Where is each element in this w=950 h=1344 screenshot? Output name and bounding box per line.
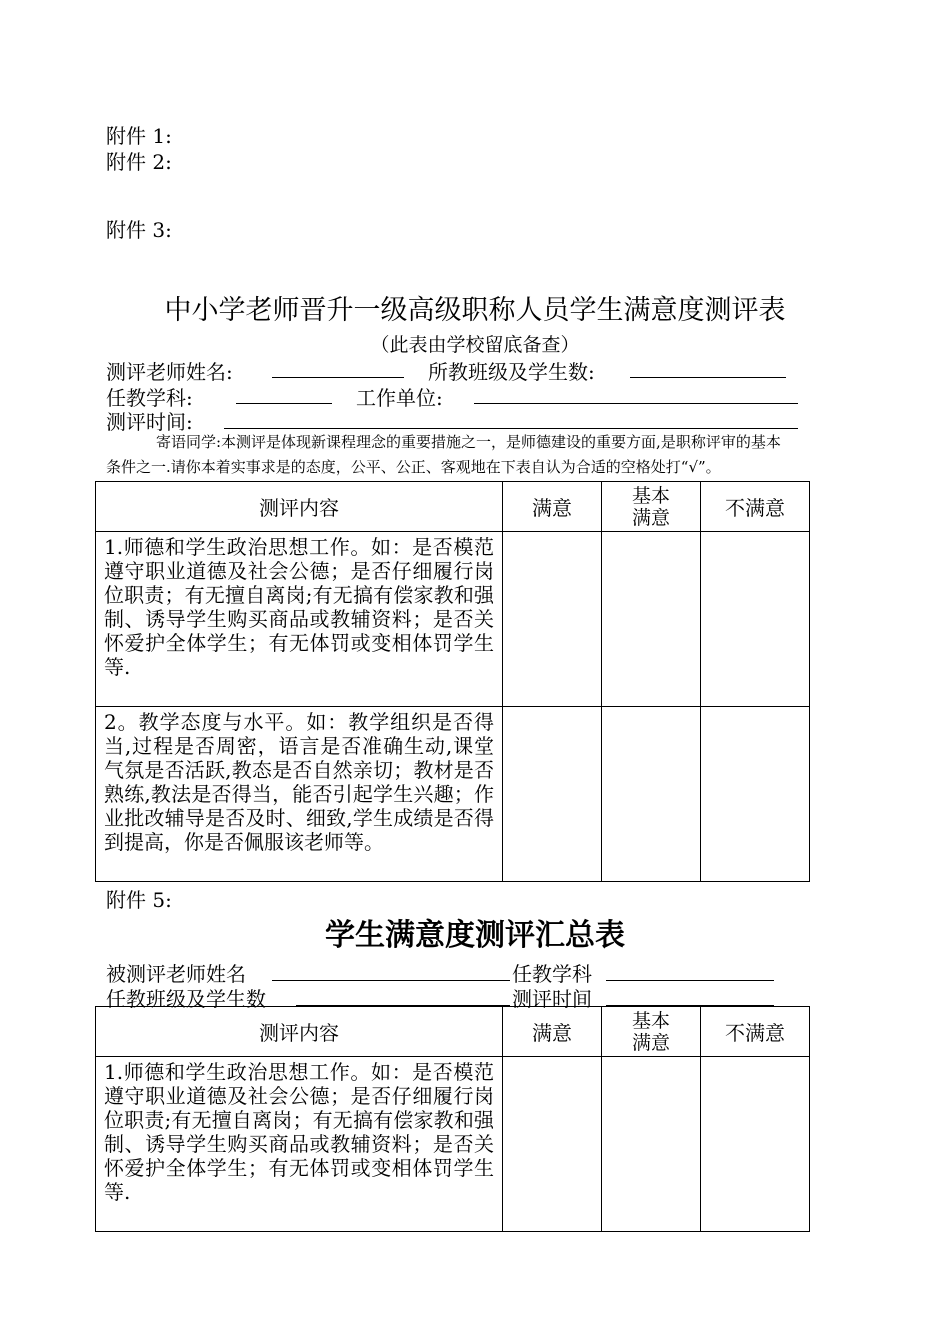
header-basic-satisfied: 基本满意 xyxy=(602,482,701,532)
table-header-row xyxy=(96,1007,810,1057)
row-2-content: 2。教学态度与水平。如：教学组织是否得当,过程是否周密，语言是否准确生动,课堂气氛是否活跃,教态是否自然亲切；教材是否熟练,教法是否得当，能否引起学生兴趣；作业批改辅导是否及时、细致,学生成绩是否得到提高，你是否佩服该老师等。 xyxy=(96,707,503,882)
header-content: 测评内容 xyxy=(96,1007,503,1057)
header-content: 测评内容 xyxy=(96,482,503,532)
header-basic-satisfied: 基本满意 xyxy=(602,1007,701,1057)
row-1-satisfied-cell[interactable] xyxy=(503,532,602,707)
row-2-satisfied-cell[interactable] xyxy=(503,707,602,882)
class-field[interactable] xyxy=(630,377,786,378)
class-label: 所教班级及学生数: xyxy=(428,360,595,384)
form1-title: 中小学老师晋升一级高级职称人员学生满意度测评表 xyxy=(164,295,786,326)
form2-teacher-name-field[interactable] xyxy=(272,980,510,981)
form2-row-1-satisfied-cell[interactable] xyxy=(503,1057,602,1232)
time-field[interactable] xyxy=(224,428,798,429)
attachment-1-label: 附件 1: xyxy=(106,124,172,148)
form2-row-1-unsatisfied-cell[interactable] xyxy=(701,1057,810,1232)
time-label: 测评时间: xyxy=(106,410,193,434)
form2-time-label: 测评时间 xyxy=(512,987,592,1011)
form2-row-1-content: 1.师德和学生政治思想工作。如：是否模范遵守职业道德及社会公德；是否仔细履行岗位职责;有无擅自离岗；有无搞有偿家教和强制、诱导学生购买商品或教辅资料；是否关怀爱护全体学生；有无体罚或变相体罚学生等. xyxy=(96,1057,503,1232)
teacher-name-field[interactable] xyxy=(272,377,404,378)
table-header-row xyxy=(96,482,810,532)
row-2-basic-cell[interactable] xyxy=(602,707,701,882)
unit-field[interactable] xyxy=(474,403,798,404)
unit-label: 工作单位: xyxy=(356,386,443,410)
form1-subtitle: （此表由学校留底备查） xyxy=(370,334,580,356)
teacher-name-label: 测评老师姓名: xyxy=(106,360,233,384)
form2-class-label: 任教班级及学生数 xyxy=(106,987,266,1011)
intro-line-2: 条件之一.请你本着实事求是的态度，公平、公正、客观地在下表自认为合适的空格处打“√”。 xyxy=(106,458,721,476)
subject-label: 任教学科: xyxy=(106,386,193,410)
attachment-2-label: 附件 2: xyxy=(106,150,172,174)
attachment-5-label: 附件 5: xyxy=(106,888,172,912)
attachment-3-label: 附件 3: xyxy=(106,218,172,242)
header-unsatisfied: 不满意 xyxy=(701,482,810,532)
evaluation-table-2 xyxy=(95,1006,810,1232)
evaluation-table-1 xyxy=(95,481,810,882)
form2-subject-field[interactable] xyxy=(606,980,774,981)
row-1-basic-cell[interactable] xyxy=(602,532,701,707)
table-row xyxy=(96,707,810,882)
header-satisfied: 满意 xyxy=(503,482,602,532)
form2-teacher-name-label: 被测评老师姓名 xyxy=(106,962,246,986)
table-row xyxy=(96,1057,810,1232)
intro-line-1: 寄语同学:本测评是体现新课程理念的重要措施之一，是师德建设的重要方面,是职称评审的基本 xyxy=(156,433,781,451)
row-2-unsatisfied-cell[interactable] xyxy=(701,707,810,882)
form2-title: 学生满意度测评汇总表 xyxy=(325,918,625,953)
form2-row-1-basic-cell[interactable] xyxy=(602,1057,701,1232)
header-satisfied: 满意 xyxy=(503,1007,602,1057)
form2-subject-label: 任教学科 xyxy=(512,962,592,986)
row-1-content: 1.师德和学生政治思想工作。如：是否模范遵守职业道德及社会公德；是否仔细履行岗位职责；有无擅自离岗;有无搞有偿家教和强制、诱导学生购买商品或教辅资料；是否关怀爱护全体学生；有无体罚或变相体罚学生等. xyxy=(96,532,503,707)
row-1-unsatisfied-cell[interactable] xyxy=(701,532,810,707)
table-row xyxy=(96,532,810,707)
subject-field[interactable] xyxy=(236,403,332,404)
header-unsatisfied: 不满意 xyxy=(701,1007,810,1057)
